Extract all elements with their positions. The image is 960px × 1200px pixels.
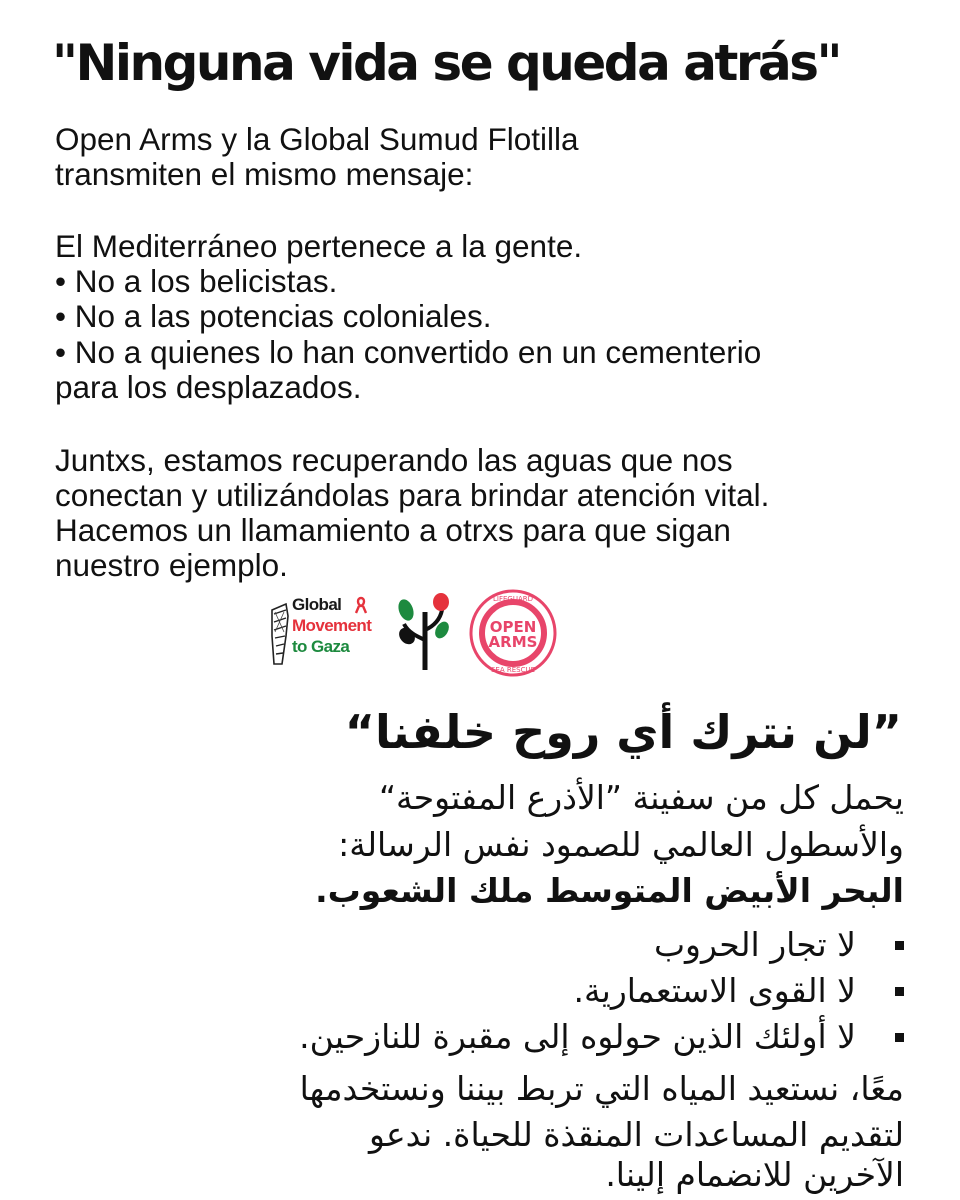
- partner-logos: [268, 588, 568, 678]
- arabic-bullet-list: [299, 922, 904, 1060]
- spanish-statement: El Mediterráneo pertenece a la gente.: [55, 228, 583, 264]
- fist-keffiyeh-icon: [268, 596, 290, 666]
- gmg-line-2: Movement: [292, 616, 372, 635]
- ring-bottom-text: SEA RESCUE: [490, 666, 536, 674]
- spanish-bullet-continuation: para los desplazados.: [55, 369, 362, 405]
- arabic-closing-line: معًا، نستعيد المياه التي تربط بيننا ونستخدمها: [299, 1069, 904, 1108]
- arabic-intro-line: يحمل كل من سفينة ”الأذرع المفتوحة“: [378, 778, 904, 817]
- open-arms-line-1: OPEN: [489, 618, 537, 636]
- sumud-flotilla-tree-logo: [394, 592, 456, 672]
- arabic-statement: البحر الأبيض المتوسط ملك الشعوب.: [315, 871, 904, 910]
- spanish-bullet: • No a quienes lo han convertido en un cementerio: [55, 334, 762, 370]
- spanish-closing-line: Hacemos un llamamiento a otrxs para que sigan: [55, 512, 731, 548]
- arabic-closing-line: الآخرين للانضمام إلينا.: [605, 1155, 904, 1194]
- spanish-bullet: • No a los belicistas.: [55, 263, 338, 299]
- arabic-intro-line: والأسطول العالمي للصمود نفس الرسالة:: [338, 825, 904, 864]
- gmg-line-1: Global: [292, 595, 342, 614]
- arabic-title: ”لن نترك أي روح خلفنا“: [344, 705, 902, 759]
- open-arms-logo: [468, 588, 558, 678]
- ribbon-icon: [354, 596, 368, 614]
- spanish-closing-line: Juntxs, estamos recuperando las aguas que nos: [55, 442, 733, 478]
- arabic-closing-line: لتقديم المساعدات المنقذة للحياة. ندعو: [368, 1115, 904, 1154]
- spanish-closing-line: nuestro ejemplo.: [55, 547, 288, 583]
- spanish-bullet: • No a las potencias coloniales.: [55, 298, 492, 334]
- spanish-intro-line: Open Arms y la Global Sumud Flotilla: [55, 121, 579, 157]
- arabic-bullet: لا تجار الحروب: [299, 922, 904, 968]
- arabic-bullet: لا أولئك الذين حولوه إلى مقبرة للنازحين.: [299, 1014, 904, 1060]
- arabic-bullet: لا القوى الاستعمارية.: [299, 968, 904, 1014]
- open-arms-line-2: ARMS: [488, 633, 538, 651]
- spanish-title: "Ninguna vida se queda atrás": [52, 34, 841, 92]
- global-movement-to-gaza-logo: [268, 594, 386, 664]
- gmg-line-3: to Gaza: [292, 637, 350, 656]
- ring-top-text: LIFEGUARD: [492, 595, 534, 603]
- spanish-closing-line: conectan y utilizándolas para brindar atención vital.: [55, 477, 770, 513]
- spanish-intro-line: transmiten el mismo mensaje:: [55, 156, 474, 192]
